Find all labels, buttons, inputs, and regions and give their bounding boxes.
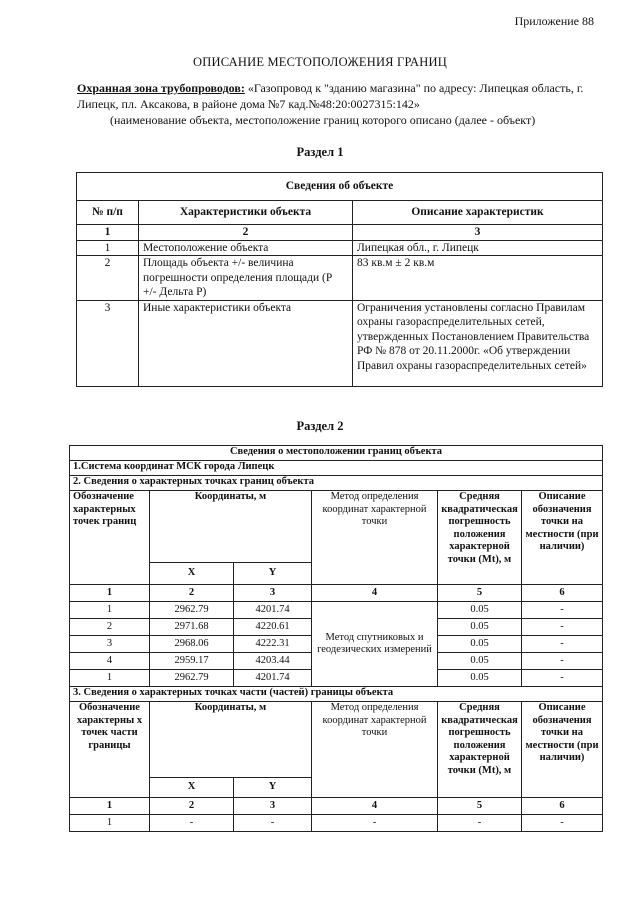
header-error: Средняя квадратическая погрешность положения характерной точки (Mt), м	[438, 702, 522, 798]
part-point-number: 1	[70, 815, 150, 832]
header-y: Y	[234, 563, 312, 585]
point-number: 1	[70, 670, 150, 687]
part-point-description: -	[522, 815, 603, 832]
header-x: X	[150, 778, 234, 798]
colnum: 2	[150, 798, 234, 815]
point-number: 4	[70, 653, 150, 670]
subsection2-title: 2. Сведения о характерных точках границ объекта	[70, 476, 603, 491]
header-coords: Координаты, м	[150, 491, 312, 563]
intro-object-text: «Газопровод к "зданию магазина" по адресу: Липецкая область, г. Липецк, пл. Аксакова, в районе дома №7 кад.№48:20:0027315:142»	[77, 81, 584, 111]
part-point-x: -	[150, 815, 234, 832]
point-y: 4201.74	[234, 602, 312, 619]
colnum: 4	[312, 798, 438, 815]
table-row	[77, 240, 603, 256]
table1-title: Сведения об объекте	[77, 173, 603, 201]
point-y: 4203.44	[234, 653, 312, 670]
intro-lead: Охранная зона трубопроводов:	[77, 81, 245, 95]
row-characteristic: Площадь объекта +/- величина погрешности определения площади (Р +/- Дельта Р)	[139, 256, 353, 301]
point-error: 0.05	[438, 670, 522, 687]
table1-header-description: Описание характеристик	[353, 201, 603, 225]
point-y: 4201.74	[234, 670, 312, 687]
row-number: 2	[77, 256, 139, 301]
point-error: 0.05	[438, 602, 522, 619]
colnum: 2	[150, 585, 234, 602]
header-error: Средняя квадратическая погрешность положения характерной точки (Mt), м	[438, 491, 522, 585]
part-point-y: -	[234, 815, 312, 832]
part-point-method: -	[312, 815, 438, 832]
table-row	[77, 256, 603, 301]
table-row	[70, 815, 603, 832]
header-method: Метод определения координат характерной точки	[312, 491, 438, 585]
coord-system: 1.Система координат МСК города Липецк	[70, 461, 603, 476]
row-characteristic: Иные характеристики объекта	[139, 300, 353, 386]
point-x: 2968.06	[150, 636, 234, 653]
point-error: 0.05	[438, 636, 522, 653]
intro-note: (наименование объекта, местоположение границ которого описано (далее - объект)	[110, 113, 536, 127]
table1-colnum: 1	[77, 225, 139, 241]
subsection3-title: 3. Сведения о характерных точках части (частей) границы объекта	[70, 687, 603, 702]
point-x: 2971.68	[150, 619, 234, 636]
point-number: 3	[70, 636, 150, 653]
table1-colnum: 3	[353, 225, 603, 241]
table-row	[77, 300, 603, 386]
row-description: 83 кв.м ± 2 кв.м	[353, 256, 603, 301]
header-designation-part: Обозначение характерны х точек части границы	[70, 702, 150, 798]
point-number: 1	[70, 602, 150, 619]
point-method: Метод спутниковых и геодезических измерений	[312, 602, 438, 687]
object-intro	[77, 80, 607, 128]
colnum: 3	[234, 798, 312, 815]
part-point-error: -	[438, 815, 522, 832]
colnum: 3	[234, 585, 312, 602]
colnum: 5	[438, 585, 522, 602]
colnum: 1	[70, 585, 150, 602]
object-info-table	[76, 172, 603, 387]
row-description: Липецкая обл., г. Липецк	[353, 240, 603, 256]
point-x: 2962.79	[150, 670, 234, 687]
header-method: Метод определения координат характерной точки	[312, 702, 438, 798]
boundary-table	[69, 445, 603, 832]
colnum: 6	[522, 585, 603, 602]
table2-title: Сведения о местоположении границ объекта	[70, 446, 603, 461]
point-error: 0.05	[438, 653, 522, 670]
table-row	[70, 602, 603, 619]
point-y: 4222.31	[234, 636, 312, 653]
header-coords: Координаты, м	[150, 702, 312, 778]
header-y: Y	[234, 778, 312, 798]
header-location: Описание обозначения точки на местности (при наличии)	[522, 491, 603, 585]
point-y: 4220.61	[234, 619, 312, 636]
point-description: -	[522, 619, 603, 636]
colnum: 5	[438, 798, 522, 815]
document-title: ОПИСАНИЕ МЕСТОПОЛОЖЕНИЯ ГРАНИЦ	[193, 55, 447, 69]
appendix-number: Приложение 88	[514, 14, 594, 28]
point-number: 2	[70, 619, 150, 636]
section1-heading: Раздел 1	[296, 145, 344, 159]
table1-colnum: 2	[139, 225, 353, 241]
colnum: 1	[70, 798, 150, 815]
point-description: -	[522, 670, 603, 687]
point-description: -	[522, 653, 603, 670]
colnum: 6	[522, 798, 603, 815]
header-x: X	[150, 563, 234, 585]
row-description: Ограничения установлены согласно Правилам охраны газораспределительных сетей, утвержденных Постановлением Правительства РФ № 878 от 20.11.2000г. «Об утверждении Правил охраны газораспределительных сетей»	[353, 300, 603, 386]
point-error: 0.05	[438, 619, 522, 636]
section2-heading: Раздел 2	[296, 419, 344, 433]
point-description: -	[522, 602, 603, 619]
header-designation: Обозначение характерных точек границ	[70, 491, 150, 585]
table1-header-number: № п/п	[77, 201, 139, 225]
row-number: 1	[77, 240, 139, 256]
header-location: Описание обозначения точки на местности (при наличии)	[522, 702, 603, 798]
row-characteristic: Местоположение объекта	[139, 240, 353, 256]
colnum: 4	[312, 585, 438, 602]
row-number: 3	[77, 300, 139, 386]
point-x: 2959.17	[150, 653, 234, 670]
table1-header-characteristic: Характеристики объекта	[139, 201, 353, 225]
point-description: -	[522, 636, 603, 653]
point-x: 2962.79	[150, 602, 234, 619]
